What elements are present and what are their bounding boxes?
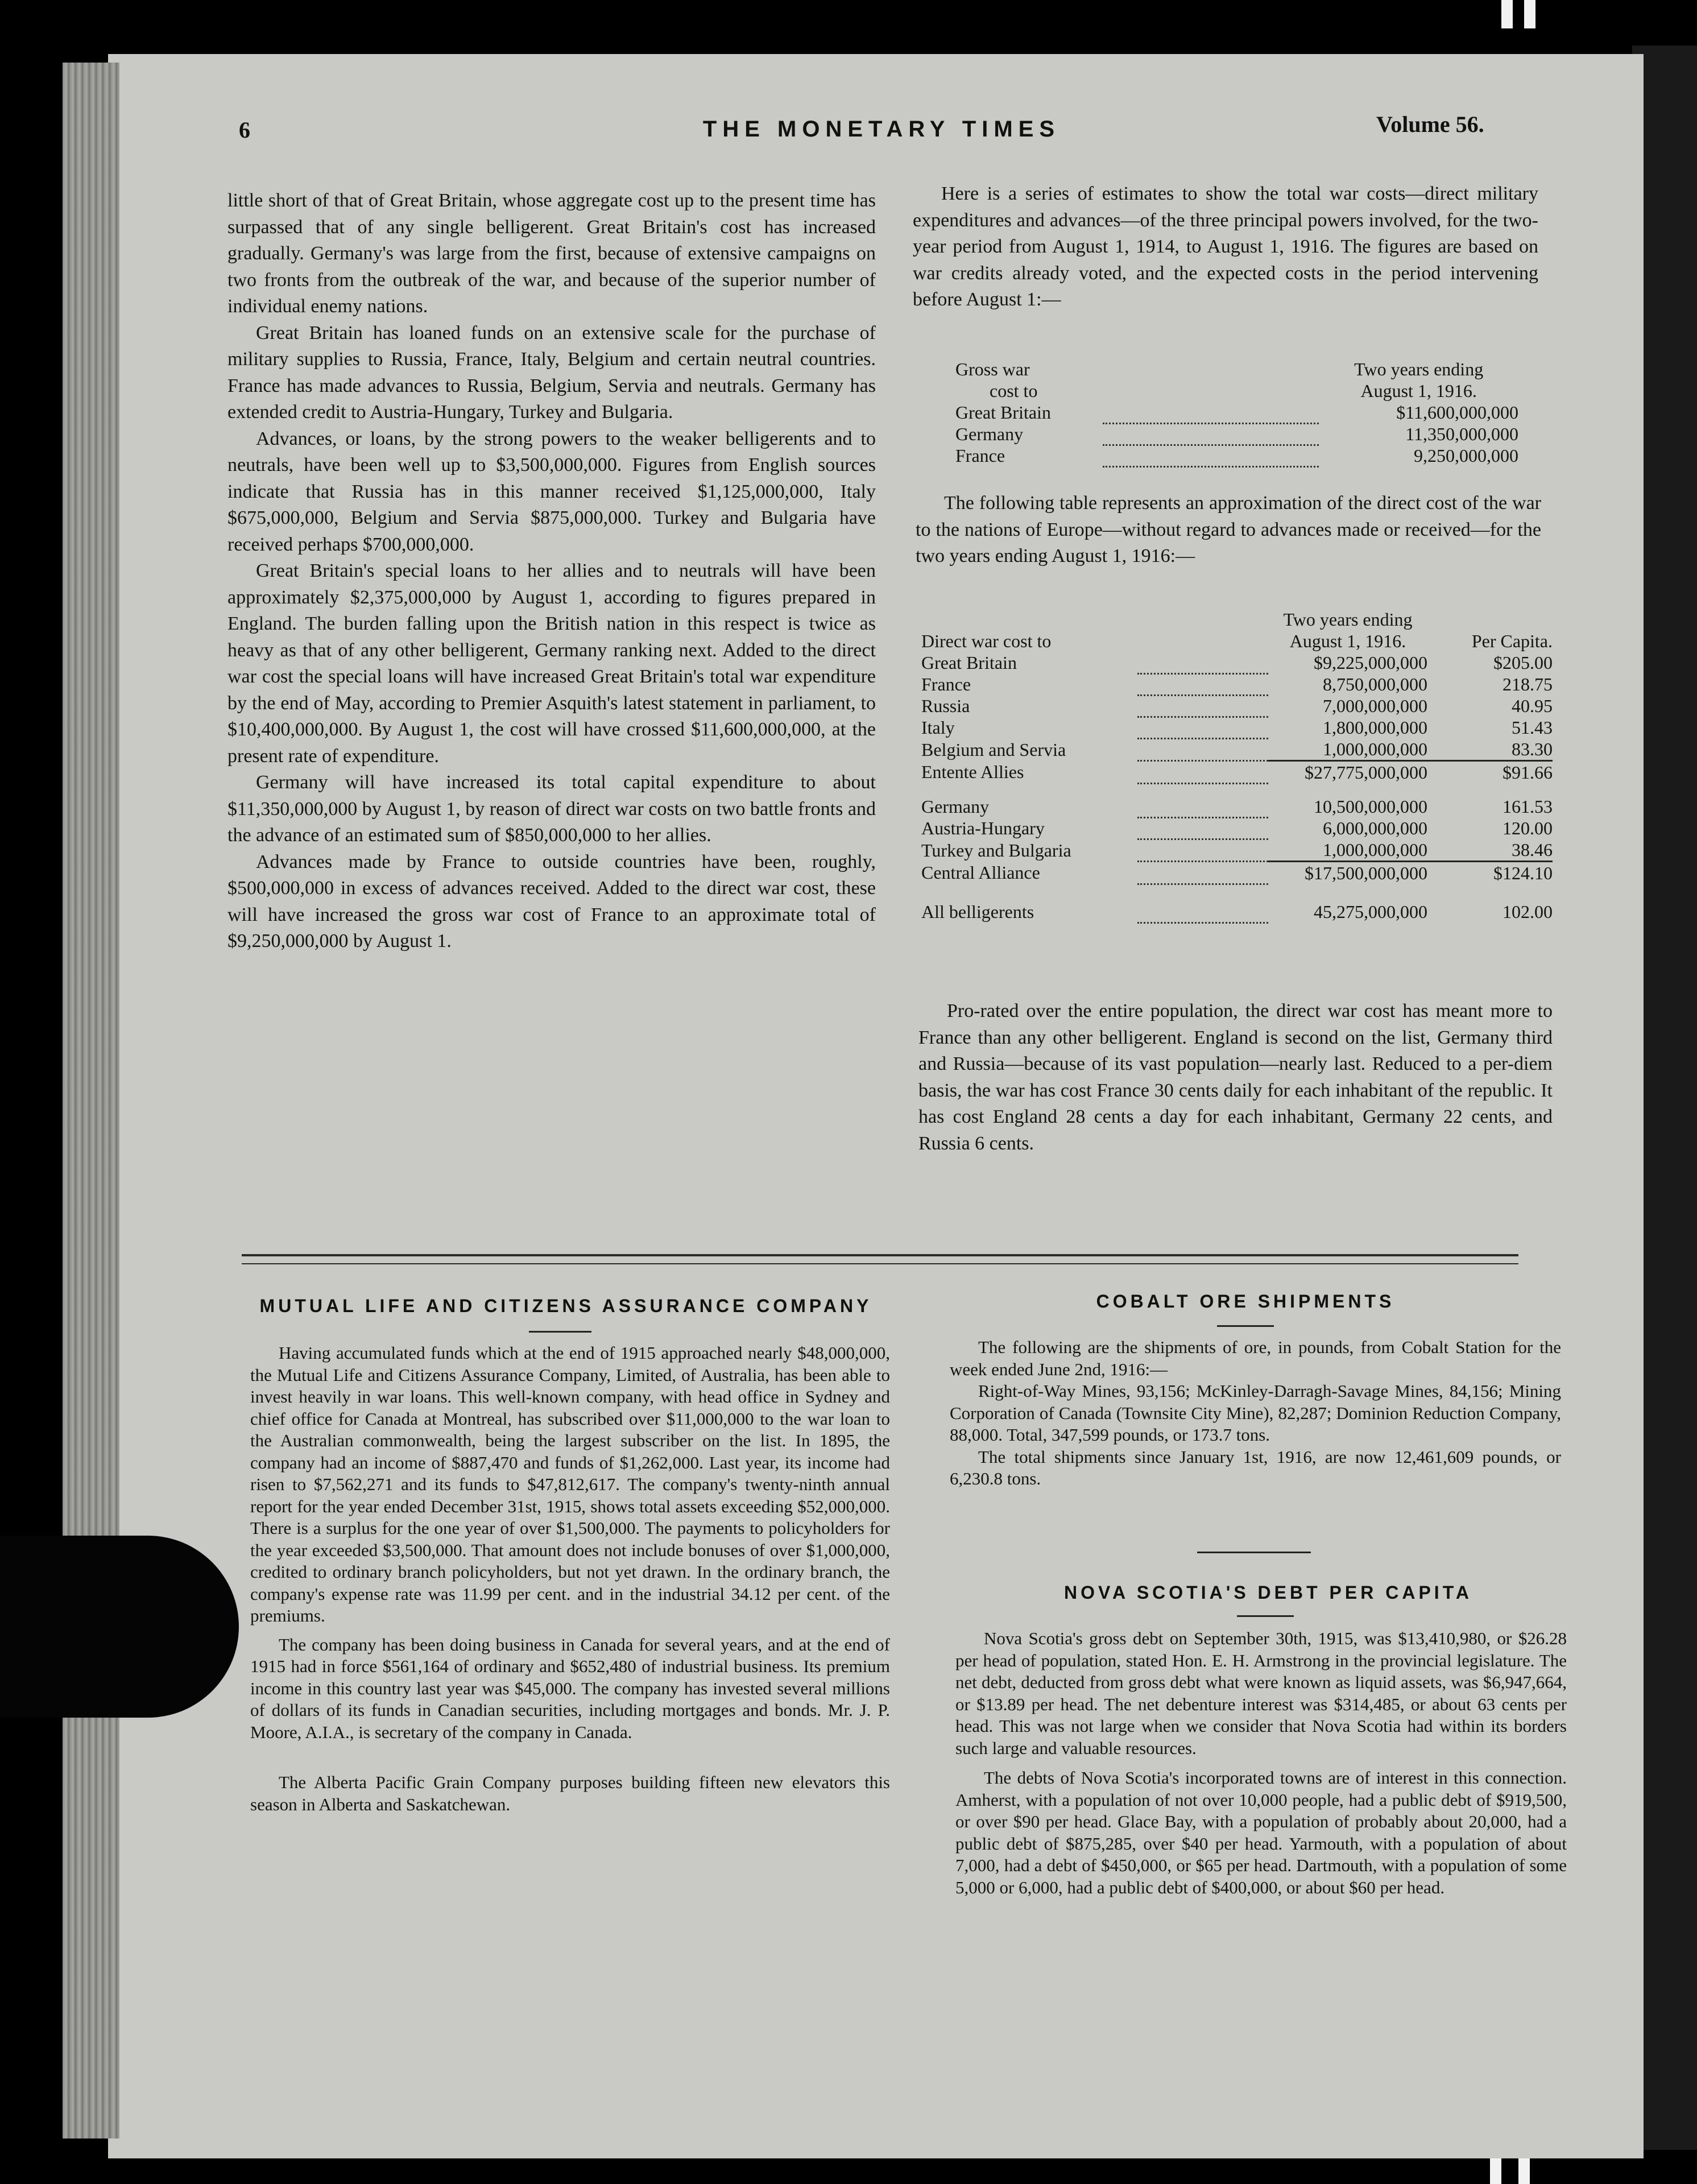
table-row: [921, 738, 1553, 761]
heading-rule: [529, 1331, 591, 1333]
article-paragraph: The following table represents an approximation of the direct cost of the war to the nations of Europe—without regard to advances made or received—for the two years ending August 1, 1916:—: [916, 493, 1541, 566]
direct-cost-intro: [916, 490, 1541, 570]
table-row: [921, 839, 1553, 862]
right-column-intro: [913, 181, 1538, 313]
country-cell: Austria-Hungary: [921, 818, 1045, 838]
value-cell: 1,800,000,000: [1323, 717, 1427, 738]
value-cell: 8,750,000,000: [1323, 674, 1427, 694]
value-cell: 6,000,000,000: [1323, 818, 1427, 838]
article-heading: COBALT ORE SHIPMENTS: [1096, 1291, 1395, 1312]
country-cell: Italy: [921, 717, 955, 738]
article-paragraph: Right-of-Way Mines, 93,156; McKinley-Darragh-Savage Mines, 84,156; Mining Corporation of Canada (Townsite City Mine), 82,287; Dominion Reduction Company, 88,000. Total, 347,599 pounds, or 173.7 tons.: [950, 1381, 1561, 1445]
thumb-shadow: [0, 1536, 239, 1718]
article-paragraph: Germany will have increased its total capital expenditure to about $11,350,000,000 by August 1, by reason of direct war costs on two battle fronts and the advance of an estimated sum of $850,000,000 to her allies.: [227, 772, 876, 846]
country-cell: Entente Allies: [921, 762, 1024, 783]
per-capita-cell: $91.66: [1427, 761, 1553, 784]
total-row: [921, 901, 1553, 923]
subtotal-row: [921, 862, 1553, 884]
article-paragraph: Pro-rated over the entire population, the direct war cost has meant more to France than any other belligerent. England is second on the list, Germany third and Russia—because of its vast population—nearly last. Reduced to a per-diem basis, the war has cost France 30 cents daily for each inhabitant of the republic. It has cost England 28 cents a day for each inhabitant, Germany 22 cents, and Russia 6 cents.: [918, 1000, 1553, 1154]
article-paragraph: The Alberta Pacific Grain Company purposes building fifteen new elevators this season in Alberta and Saskatchewan.: [250, 1772, 890, 1814]
country-cell: Germany: [921, 796, 990, 817]
country-cell: Russia: [921, 696, 970, 716]
page-stack-edge: [63, 63, 119, 2138]
per-capita-cell: 40.95: [1512, 696, 1553, 716]
country-cell: France: [955, 445, 1005, 466]
country-cell: Great Britain: [921, 652, 1017, 673]
column-heading: Two years ending: [1354, 359, 1484, 379]
table-row: [921, 652, 1553, 673]
article-paragraph: Advances, or loans, by the strong powers to the weaker belligerents and to neutrals, have been well up to $3,500,000,000. Figures from English sources indicate that Russia has in this manner received $1,125,000,000, Italy $675,000,000, Belgium and Servia $875,000,000. Turkey and Bulgaria have received perhaps $700,000,000.: [227, 428, 876, 555]
table-row: [921, 695, 1553, 717]
cobalt-article: [950, 1337, 1561, 1490]
article-paragraph: The company has been doing business in Canada for several years, and at the end of 1915 had in force $561,164 of ordinary and $652,480 of industrial business. Its premium income in this country last year was $45,000. The company has invested several millions of dollars of its funds in Canadian securities, including mortgages and bonds. Mr. J. P. Moore, A.I.A., is secretary of the company in Canada.: [250, 1634, 890, 1742]
section-divider: [242, 1263, 1518, 1264]
page-number: 6: [239, 117, 250, 143]
per-capita-cell: 161.53: [1503, 796, 1553, 817]
heading-rule: [1217, 1325, 1274, 1327]
article-paragraph: Great Britain's special loans to her allies and to neutrals will have been approximately $2,375,000,000 by August 1, according to figures prepared in England. The burden falling upon the British nation in this respect is twice as heavy as that of any other belligerent, Germany ranking next. Added to the direct war cost the special loans will have increased Great Britain's total war expenditure by the end of May, according to Premier Asquith's latest statement in parliament, to $10,400,000,000. By August 1, the cost will have crossed $11,600,000,000, at the present rate of expenditure.: [227, 560, 876, 767]
per-capita-cell: $205.00: [1493, 652, 1553, 673]
left-column-article: [227, 188, 876, 955]
article-paragraph: The following are the shipments of ore, in pounds, from Cobalt Station for the week ended June 2nd, 1916:—: [950, 1337, 1561, 1379]
value-cell: $17,500,000,000: [1268, 862, 1427, 884]
column-heading: August 1, 1916.: [1289, 631, 1406, 651]
table-row: [955, 402, 1518, 423]
scan-mark: [1518, 2156, 1530, 2184]
per-capita-cell: 102.00: [1503, 901, 1553, 922]
value-cell: $11,600,000,000: [1396, 402, 1518, 423]
mutual-life-article: [250, 1342, 890, 1815]
nova-scotia-article: [955, 1628, 1567, 1898]
country-cell: France: [921, 674, 971, 694]
article-heading: MUTUAL LIFE AND CITIZENS ASSURANCE COMPANY: [259, 1296, 872, 1316]
running-title: THE MONETARY TIMES: [702, 117, 1061, 142]
table-label: Gross war: [955, 359, 1030, 379]
direct-war-cost-table: [921, 609, 1553, 924]
value-cell: $9,225,000,000: [1314, 652, 1427, 673]
table-row: [955, 423, 1518, 445]
per-capita-cell: 38.46: [1512, 839, 1553, 860]
article-paragraph: Nova Scotia's gross debt on September 30th, 1915, was $13,410,980, or $26.28 per head of population, stated Hon. E. H. Armstrong in the provincial legislature. The net debt, deducted from gross debt what were known as liquid assets, was $6,947,664, or $13.89 per head. The net debenture interest was $314,485, or about 63 cents per head. This was not large when we consider that Nova Scotia had within its borders such large and valuable resources.: [955, 1628, 1567, 1758]
scan-mark: [1501, 0, 1513, 28]
section-divider: [242, 1254, 1518, 1256]
value-cell: $27,775,000,000: [1268, 761, 1427, 784]
right-column-closing: [918, 998, 1553, 1157]
column-heading: Two years ending: [1283, 609, 1413, 630]
per-capita-cell: 120.00: [1503, 818, 1553, 838]
per-capita-cell: 218.75: [1503, 674, 1553, 694]
column-heading: Per Capita.: [1471, 631, 1553, 651]
article-paragraph: The debts of Nova Scotia's incorporated towns are of interest in this connection. Amherst, with a population of not over 10,000 people, had a public debt of $919,500, or over $90 per head. Glace Bay, with a population of probably about 20,000, had a public debt of $875,285, over $40 per head. Yarmouth, with a population of about 7,000, had a debt of $450,000, or $65 per head. Dartmouth, with a population of some 5,000 or 6,000, had a public debt of $400,000, or about $60 per head.: [955, 1768, 1567, 1897]
value-cell: 1,000,000,000: [1323, 739, 1427, 759]
country-cell: Germany: [955, 424, 1024, 444]
article-paragraph: little short of that of Great Britain, whose aggregate cost up to the present time has surpassed that of any single belligerent. Great Britain's cost has increased gradually. Germany's was large from the first, because of extensive campaigns on two fronts from the outbreak of the war, and because of the superior number of individual enemy nations.: [227, 190, 876, 317]
section-divider: [1197, 1552, 1311, 1553]
value-cell: 45,275,000,000: [1314, 901, 1427, 922]
value-cell: 7,000,000,000: [1323, 696, 1427, 716]
table-row: [921, 673, 1553, 695]
volume-number: Volume 56.: [1376, 111, 1484, 137]
value-cell: 11,350,000,000: [1405, 424, 1518, 444]
table-label: Direct war cost to: [921, 631, 1052, 651]
article-heading: NOVA SCOTIA'S DEBT PER CAPITA: [1064, 1582, 1472, 1603]
value-cell: 1,000,000,000: [1323, 839, 1427, 860]
article-paragraph: Here is a series of estimates to show the total war costs—direct military expenditures and advances—of the three principal powers involved, for the two-year period from August 1, 1914, to August 1, 1916. The figures are based on war credits already voted, and the expected costs in the period intervening before August 1:—: [913, 183, 1538, 310]
country-cell: All belligerents: [921, 901, 1034, 922]
table-label: cost to: [990, 380, 1038, 401]
table-row: [921, 796, 1553, 817]
table-row: [921, 817, 1553, 839]
country-cell: Central Alliance: [921, 862, 1040, 883]
per-capita-cell: 51.43: [1512, 717, 1553, 738]
per-capita-cell: $124.10: [1427, 862, 1553, 884]
scan-mark: [1524, 0, 1535, 28]
table-row: [955, 445, 1518, 466]
article-paragraph: Advances made by France to outside countries have been, roughly, $500,000,000 in excess of advances received. Added to the direct war cost, these will have increased the gross war cost of France to an approximate total of $9,250,000,000 by August 1.: [227, 851, 876, 952]
country-cell: Belgium and Servia: [921, 739, 1066, 760]
heading-rule: [1237, 1615, 1294, 1617]
per-capita-cell: 83.30: [1512, 739, 1553, 759]
scan-mark: [1490, 2156, 1501, 2184]
country-cell: Great Britain: [955, 402, 1051, 423]
subtotal-row: [921, 761, 1553, 784]
column-heading: August 1, 1916.: [1360, 380, 1477, 401]
gross-war-cost-table: [955, 358, 1518, 468]
value-cell: 10,500,000,000: [1314, 796, 1427, 817]
article-paragraph: The total shipments since January 1st, 1916, are now 12,461,609 pounds, or 6,230.8 tons.: [950, 1446, 1561, 1488]
article-paragraph: Having accumulated funds which at the end of 1915 approached nearly $48,000,000, the Mutual Life and Citizens Assurance Company, Limited, of Australia, has been able to invest heavily in war loans. This well-known company, with head office in Sydney and chief office for Canada at Montreal, has subscribed over $11,000,000 to the war loan to the Australian commonwealth, being the largest subscriber on the list. In 1895, the company had an income of $887,470 and funds of $1,262,000. Last year, its income had risen to $7,562,271 and its funds to $47,812,617. The company's twenty-ninth annual report for the year ended December 31st, 1915, shows total assets exceeding $52,000,000. There is a surplus for the one year of over $1,500,000. The payments to policyholders for the year exceeded $3,500,000. That amount does not include bonuses of over $1,000,000, credited to ordinary branch policyholders, but not yet drawn. In the ordinary branch, the company's expense rate was 11.99 per cent. and in the industrial 34.12 per cent. of the premiums.: [250, 1343, 890, 1625]
table-row: [921, 717, 1553, 738]
value-cell: 9,250,000,000: [1414, 445, 1518, 466]
article-paragraph: Great Britain has loaned funds on an extensive scale for the purchase of military supplies to Russia, France, Italy, Belgium and certain neutral countries. France has made advances to Russia, Belgium, Servia and neutrals. Germany has extended credit to Austria-Hungary, Turkey and Bulgaria.: [227, 322, 876, 423]
country-cell: Turkey and Bulgaria: [921, 839, 1071, 861]
